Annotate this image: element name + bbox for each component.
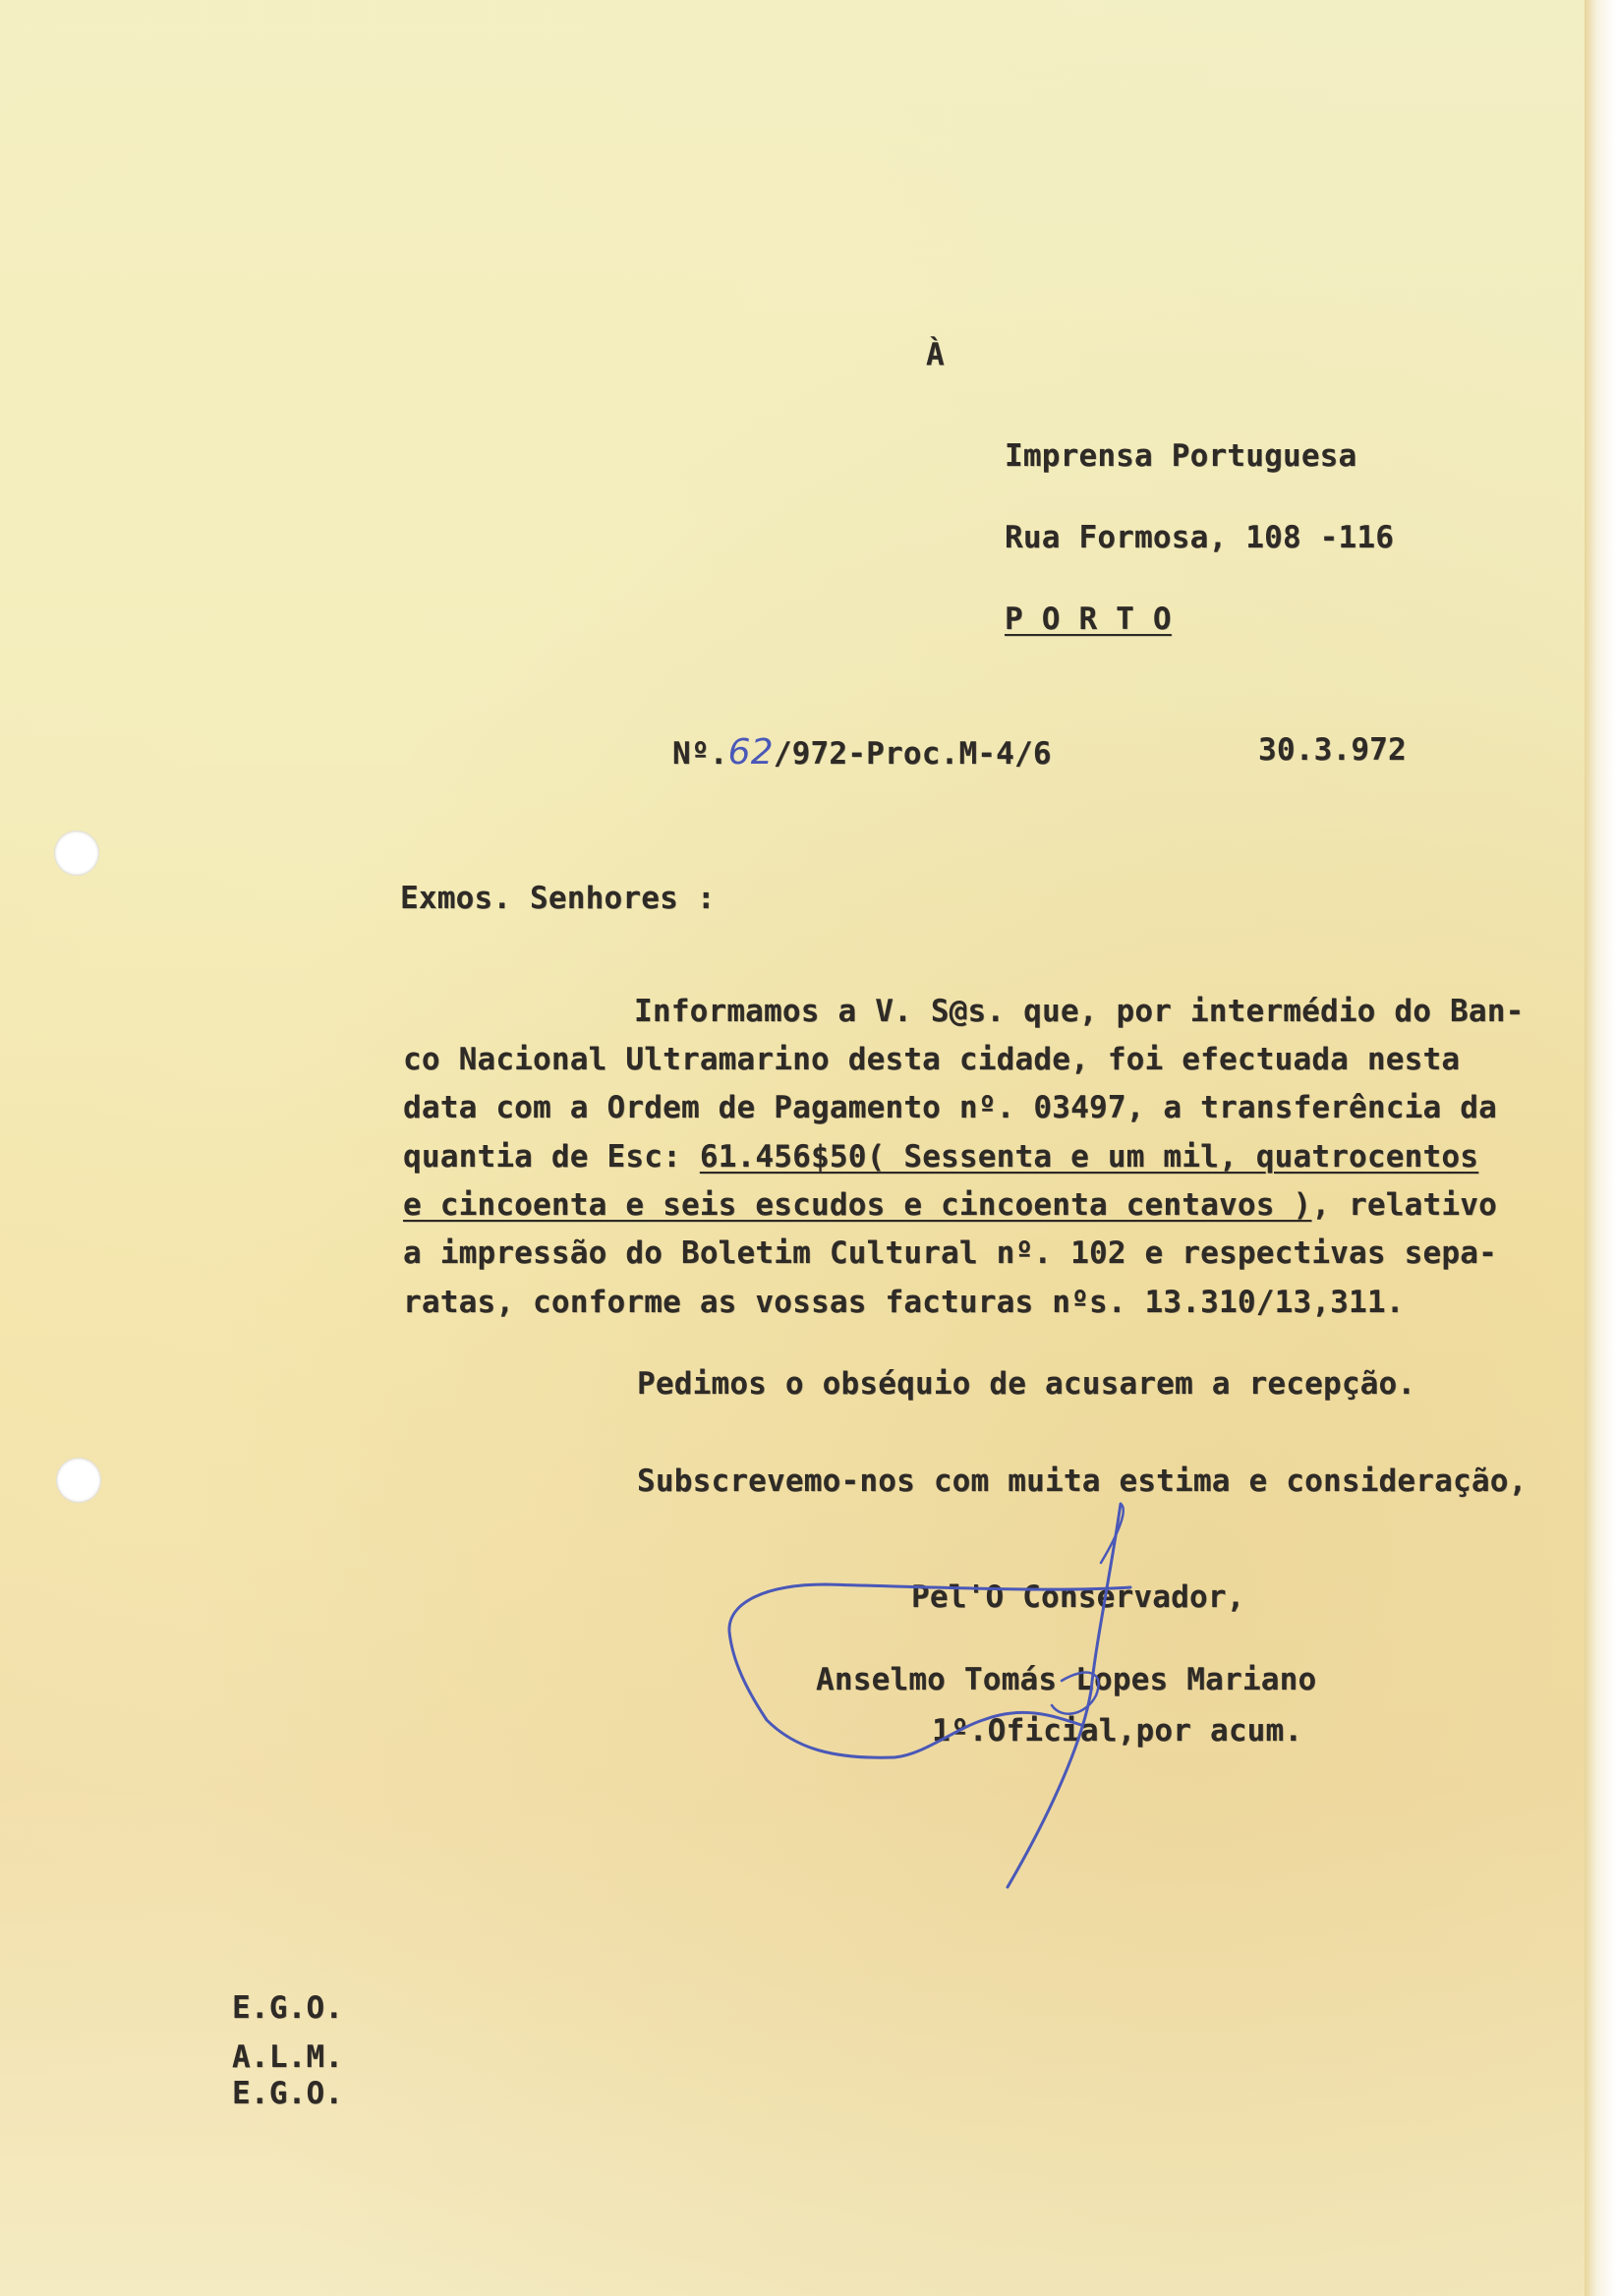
signatory-on-behalf: Pel'O Conservador, <box>911 1579 1245 1615</box>
closing-line: Subscrevemo-nos com muita estima e consideração, <box>637 1464 1528 1499</box>
amount-line-end: , relativo <box>1311 1187 1497 1223</box>
signatory-name: Anselmo Tomás Lopes Mariano <box>816 1662 1317 1697</box>
body-line: data com a Ordem de Pagamento nº. 03497, a transferência da <box>403 1090 1497 1125</box>
body-line: a impressão do Boletim Cultural nº. 102 e respectivas sepa- <box>403 1235 1497 1271</box>
signatory-title: 1º.Oficial,por acum. <box>932 1713 1303 1749</box>
reference-prefix: Nº. <box>672 736 728 772</box>
body-line: co Nacional Ultramarino desta cidade, foi efectuada nesta <box>403 1042 1461 1077</box>
amount-underlined: 61.456$50( Sessenta e um mil, quatrocentos <box>699 1139 1479 1175</box>
initials-line: E.G.O. <box>232 2076 344 2111</box>
reference-number <box>672 732 1052 773</box>
initials-line: A.L.M. <box>232 2039 344 2075</box>
request-line: Pedimos o obséquio de acusarem a recepção. <box>637 1366 1416 1402</box>
handwritten-number: 62 <box>727 732 774 773</box>
body-line: Informamos a V. S@s. que, por intermédio do Ban- <box>634 994 1525 1029</box>
recipient-city: P O R T O <box>1005 602 1172 637</box>
page-edge <box>1585 0 1615 2296</box>
body-line <box>403 1139 1478 1175</box>
recipient-name: Imprensa Portuguesa <box>1005 438 1357 474</box>
reference-suffix: /972-Proc.M-4/6 <box>773 736 1052 772</box>
punch-hole <box>56 1458 101 1503</box>
document-date: 30.3.972 <box>1258 732 1407 768</box>
punch-hole <box>54 831 99 876</box>
handwritten-signature <box>708 1494 1376 1907</box>
body-line <box>403 1187 1497 1223</box>
initials-line: E.G.O. <box>232 1990 344 2026</box>
greeting: Exmos. Senhores : <box>400 881 716 916</box>
recipient-address: Rua Formosa, 108 -116 <box>1005 520 1395 555</box>
body-line: ratas, conforme as vossas facturas nºs. 13.310/13,311. <box>403 1285 1405 1320</box>
amount-intro: quantia de Esc: <box>403 1139 700 1175</box>
salutation-to: À <box>926 337 945 373</box>
amount-words-underlined: e cincoenta e seis escudos e cincoenta centavos ) <box>403 1187 1312 1223</box>
